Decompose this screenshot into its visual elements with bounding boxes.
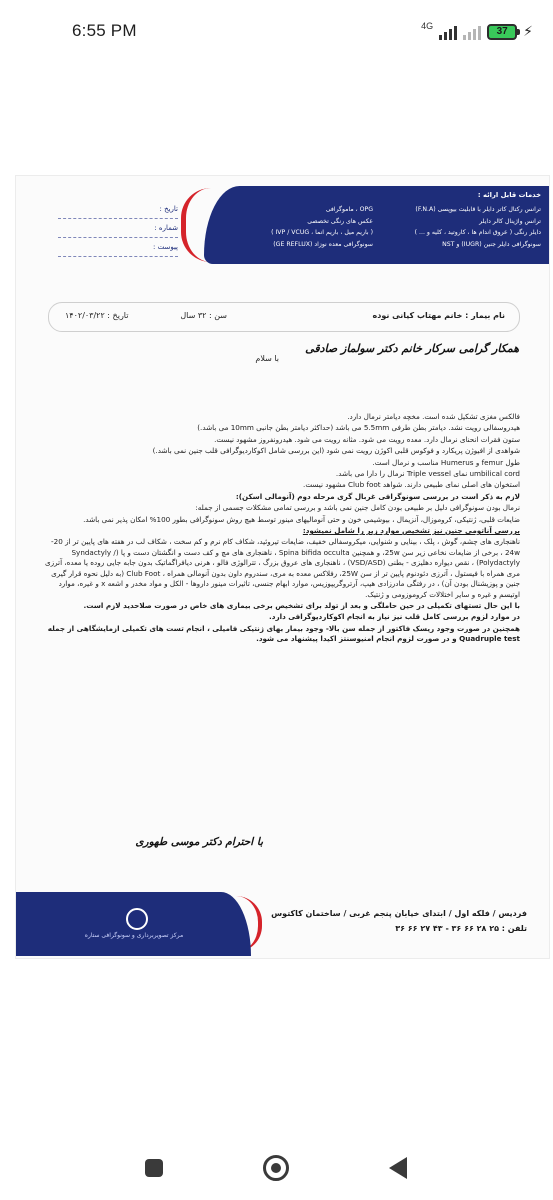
report-date: تاریخ : ۱۴۰۲/۰۳/۲۲ bbox=[65, 311, 129, 320]
recommendation: با این حال تستهای تکمیلی در حین حاملگی و بعد از تولد برای تشخیص برخی بیماری های خاص در صورت صلاحدید لازم است. bbox=[83, 600, 520, 610]
letter-footer bbox=[16, 892, 549, 956]
footer-brand: مرکز تصویربرداری و سونوگرافی ستاره bbox=[84, 932, 184, 939]
home-circle-icon bbox=[263, 1155, 289, 1181]
report-paragraph: umbilical cord نمای Triple vessel نرمال را دارا می باشد. bbox=[335, 469, 520, 479]
report-document[interactable] bbox=[16, 176, 549, 958]
report-paragraph: شواهدی از افیوژن پریکارد و فوکوس قلبی اکوژن رویت نمی شود (این بررسی شامل اکوکاردیوگرافی قلب جنین نمی باشد.) bbox=[152, 446, 520, 456]
signature: با احترام دکتر موسی طهوری bbox=[135, 836, 263, 848]
patient-age: سن : ۳۲ سال bbox=[180, 311, 227, 320]
service-item: دایلر رنگی ( عروق اندام ها ، کاروتید ، کلیه و ... ) bbox=[414, 229, 541, 236]
recommendation: همچنین در صورت وجود ریسک فاکتور از جمله سن بالا- وجود بیمار بهای ژنتیکی فامیلی ، انجام تست های تکمیلی ازمایشگاهی از جمله Quadruple test و در صورت لزوم انجام امنیوسنتز اکیدا پیشنهاد می شود. bbox=[47, 623, 520, 644]
service-item: ( باریم میل ، باریم انما ، IVP / VCUG ) bbox=[271, 229, 373, 236]
back-triangle-icon bbox=[389, 1157, 407, 1179]
signal-icon-sim2 bbox=[463, 24, 481, 40]
address-line: فردیس / فلکه اول / ابتدای خیابان پنجم غربی / ساختمان کاکتوس bbox=[271, 909, 527, 918]
services-title: خدمات قابل ارائه : bbox=[477, 191, 541, 199]
charging-icon: ⚡ bbox=[523, 24, 533, 40]
signal-icon bbox=[439, 24, 457, 40]
services-list bbox=[211, 190, 541, 248]
phone-line: تلفن : ۲۵ ۲۸ ۶۶ ۳۶ - ۴۳ ۲۷ ۶۶ ۳۶ bbox=[395, 924, 527, 933]
report-paragraph: استخوان های اصلی نمای طبیعی دارند. شواهد Club foot مشهود نیست. bbox=[303, 480, 520, 490]
date-label: تاریخ : bbox=[58, 200, 178, 219]
greeting: با سلام bbox=[255, 354, 279, 363]
service-item: OPG ، ماموگرافی bbox=[325, 206, 373, 213]
report-paragraph: ضایعات قلبی، ژنتیکی، کروموزال، آنزیمال ، بیوشیمی خون و حتی آنومالیهای مینور توسط هیچ روش سونوگرافی بطور 100% امکان پذیر نمی باشد. bbox=[83, 514, 520, 524]
status-bar bbox=[0, 0, 553, 64]
addressee: همکار گرامی سرکار خانم دکتر سولماز صادقی bbox=[305, 342, 519, 355]
recent-apps-button[interactable] bbox=[140, 1154, 168, 1182]
status-time: 6:55 PM bbox=[72, 21, 137, 40]
recommendation: در موارد لزوم بررسی کامل قلب نیز نیاز به انجام اکوکاردیوگرافی دارد. bbox=[269, 612, 520, 622]
services-column-left bbox=[213, 204, 373, 250]
home-button[interactable] bbox=[262, 1154, 290, 1182]
back-button[interactable] bbox=[384, 1154, 412, 1182]
footer-address bbox=[271, 906, 527, 936]
battery-icon: 37 bbox=[487, 24, 517, 40]
service-item: سونوگرافی دایلر جنین (IUGR) و NST bbox=[442, 240, 541, 248]
report-paragraph: طول femur و Humerus مناسب و نرمال است. bbox=[372, 457, 520, 467]
report-paragraph: فالکس مغزی تشکیل شده است. مخچه دیامتر نرمال دارد. bbox=[347, 412, 520, 421]
patient-info-box bbox=[48, 302, 520, 332]
patient-name: نام بیمار : خانم مهتاب کیانی نوده bbox=[372, 311, 505, 320]
number-label: شماره : bbox=[58, 219, 178, 238]
report-paragraph: هیدروسفالی رویت نشد. دیامتر بطن طرفی 5.5mm می باشد (حداکثر دیامتر بطن جانبی 10mm می باشد.) bbox=[197, 423, 520, 433]
section-heading: بررسی آناتومی جنین نیز تشخیص موارد زیر را شامل نمیشود: bbox=[302, 526, 520, 536]
services-column-right bbox=[381, 204, 541, 250]
report-paragraph: نرمال بودن سونوگرافی دلیل بر طبیعی بودن کامل جنین نمی باشد و بررسی تمامی مشکلات جسمی از جمله: bbox=[195, 503, 520, 513]
logo-icon bbox=[126, 908, 148, 930]
network-type: 4G bbox=[421, 21, 434, 31]
service-item: عکس های رنگی تخصصی bbox=[307, 217, 373, 225]
report-body bbox=[40, 412, 520, 646]
attachment-label: پیوست : bbox=[58, 238, 178, 257]
service-item: سونوگرافی معده نوزاد (GE REFLUX) bbox=[273, 240, 373, 248]
letter-meta bbox=[58, 200, 178, 257]
report-paragraph: ناهنجاری های چشم، گوش ، پلک ، بینایی و شنوایی، میکروسفالی خفیف، ضایعات تیروئید، شکاف کام نرم و کم سخت ، شکاف لب در هفته های پایین تر از 20-24w ، برخی از ضایعات نخاعی زیر سن 25w، و همچنین Spina bifida occulta ، ناهنجاری های مچ و کف دست و انگشتان دست و پا (Syndactyly / Polydactyly) ، نقص دیواره دهلیزی - بطنی (VSD/ASD) ، ناهنجاری های عروق بزرگ ، تترالوژی فالو ، هرنی دیافراگماتیک بدون جابه جایی روده یا معده، آترزی مری همراه با فیستول ، آترزی دئودنوم پایین تر از سن 25W، رفلاکس معده به مری، سندروم داون بدون آنومالی همراه ، Club Foot (به دلیل نحوه قرار گیری جنین و پوزیشنال بودن آن) ، در رفتگی مادرزادی هیپ، آرتروگریپوزیس، موارد ابهام جنسی، تاثیرات مینور داروها - الکل و مواد مخدر و اشعه x و غیره، موارد اوتیسم و غیره و سایر اختلالات کروموزومی و ژنتیک. bbox=[45, 537, 520, 599]
service-item: ترانس رکتال کاتر دایلر با قابلیت بیوپسی (F.N.A) bbox=[415, 206, 541, 213]
square-icon bbox=[145, 1159, 163, 1177]
service-item: ترانس واژینال کالر دایلر bbox=[479, 217, 541, 225]
navigation-bar bbox=[0, 1136, 553, 1200]
section-heading: لازم به ذکر است در بررسی سونوگرافی غربال گری مرحله دوم (آنومالی اسکن): bbox=[235, 491, 520, 501]
status-icons bbox=[421, 20, 533, 44]
letterhead bbox=[16, 186, 549, 264]
report-paragraph: ستون فقرات انحنای نرمال دارد. معده رویت می شود. مثانه رویت می شود. هیدرونفروز مشهود نیست. bbox=[214, 434, 520, 444]
